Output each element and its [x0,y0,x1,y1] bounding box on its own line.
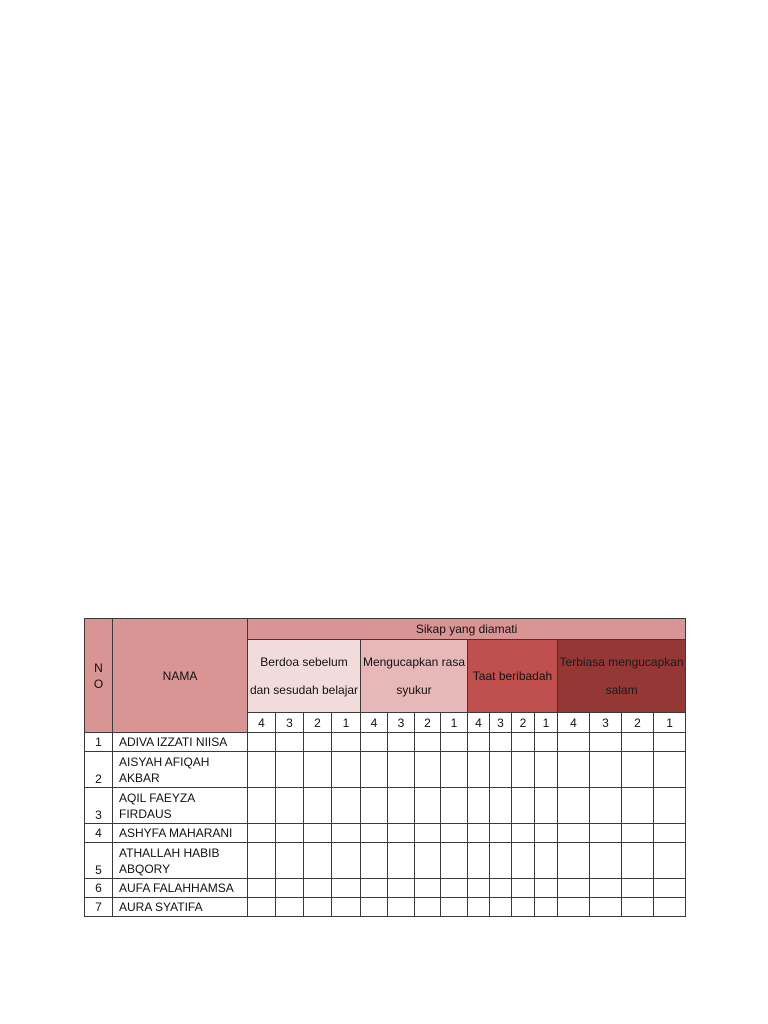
score-cell[interactable] [622,824,654,843]
student-name: AQIL FAEYZA FIRDAUS [113,788,248,824]
score-cell[interactable] [622,879,654,898]
table-row [85,898,686,917]
score-cell[interactable] [276,752,304,788]
score-cell[interactable] [490,843,512,879]
score-cell[interactable] [441,788,468,824]
score-header-cell: 4 [558,713,590,733]
score-header-cell: 1 [654,713,686,733]
score-cell[interactable] [415,752,441,788]
score-cell[interactable] [248,843,276,879]
aspect-berdoa: Berdoa sebelum dan sesudah belajar [248,640,361,713]
score-cell[interactable] [388,752,415,788]
score-cell[interactable] [622,733,654,752]
score-cell[interactable] [441,843,468,879]
score-cell[interactable] [388,824,415,843]
score-cell[interactable] [535,898,558,917]
score-cell[interactable] [490,824,512,843]
score-cell[interactable] [276,898,304,917]
student-rows [85,733,686,917]
row-number: 4 [85,824,113,843]
table-row [85,879,686,898]
score-header-cell: 3 [388,713,415,733]
score-cell[interactable] [512,824,535,843]
student-name: AUFA FALAHHAMSA [113,879,248,898]
score-header-cell: 2 [415,713,441,733]
score-cell[interactable] [468,788,490,824]
score-cell[interactable] [590,788,622,824]
score-cell[interactable] [490,788,512,824]
score-header-cell: 4 [361,713,388,733]
score-cell[interactable] [304,824,332,843]
score-header-cell: 1 [535,713,558,733]
score-cell[interactable] [361,898,388,917]
score-cell[interactable] [361,879,388,898]
score-cell[interactable] [388,733,415,752]
score-cell[interactable] [468,879,490,898]
score-cell[interactable] [590,879,622,898]
score-cell[interactable] [535,788,558,824]
score-cell[interactable] [276,788,304,824]
table-row [85,733,686,752]
score-cell[interactable] [622,788,654,824]
score-cell[interactable] [332,752,361,788]
score-cell[interactable] [361,843,388,879]
student-name: ATHALLAH HABIB ABQORY [113,843,248,879]
score-cell[interactable] [654,824,686,843]
score-cell[interactable] [415,788,441,824]
score-cell[interactable] [558,898,590,917]
score-header-cell: 4 [468,713,490,733]
score-cell[interactable] [276,733,304,752]
score-cell[interactable] [248,752,276,788]
score-cell[interactable] [512,879,535,898]
score-cell[interactable] [654,733,686,752]
student-name: AURA SYATIFA [113,898,248,917]
score-header-cell: 3 [590,713,622,733]
score-cell[interactable] [388,879,415,898]
score-cell[interactable] [276,879,304,898]
score-header-cell: 1 [441,713,468,733]
score-cell[interactable] [415,843,441,879]
score-cell[interactable] [468,733,490,752]
student-name: AISYAH AFIQAH AKBAR [113,752,248,788]
row-number: 2 [85,752,113,788]
score-cell[interactable] [388,898,415,917]
score-cell[interactable] [490,752,512,788]
observation-table [84,618,686,917]
score-cell[interactable] [332,733,361,752]
score-header-cell: 3 [276,713,304,733]
score-cell[interactable] [415,824,441,843]
score-cell[interactable] [332,824,361,843]
score-cell[interactable] [304,733,332,752]
score-header-cell: 3 [490,713,512,733]
score-cell[interactable] [558,752,590,788]
score-cell[interactable] [388,788,415,824]
score-cell[interactable] [441,752,468,788]
student-name: ADIVA IZZATI NIISA [113,733,248,752]
row-number: 7 [85,898,113,917]
score-cell[interactable] [512,788,535,824]
score-cell[interactable] [304,898,332,917]
score-cell[interactable] [441,898,468,917]
score-cell[interactable] [248,879,276,898]
table-row [85,752,686,788]
score-cell[interactable] [304,752,332,788]
student-name: ASHYFA MAHARANI [113,824,248,843]
aspect-salam: Terbiasa mengucapkan salam [558,640,686,713]
score-cell[interactable] [535,879,558,898]
score-cell[interactable] [622,843,654,879]
score-cell[interactable] [248,733,276,752]
score-cell[interactable] [558,788,590,824]
score-cell[interactable] [654,788,686,824]
score-cell[interactable] [304,788,332,824]
score-cell[interactable] [468,843,490,879]
score-header-cell: 2 [622,713,654,733]
score-cell[interactable] [388,843,415,879]
score-cell[interactable] [441,879,468,898]
score-cell[interactable] [276,824,304,843]
score-cell[interactable] [558,879,590,898]
score-header-cell: 4 [248,713,276,733]
score-cell[interactable] [535,843,558,879]
score-header-cell: 1 [332,713,361,733]
table-row [85,824,686,843]
score-cell[interactable] [590,752,622,788]
table-row [85,843,686,879]
header-sikap: Sikap yang diamati [248,619,686,640]
score-cell[interactable] [332,898,361,917]
score-cell[interactable] [590,824,622,843]
score-cell[interactable] [415,733,441,752]
score-cell[interactable] [361,824,388,843]
score-cell[interactable] [654,898,686,917]
score-cell[interactable] [654,843,686,879]
score-cell[interactable] [535,824,558,843]
score-cell[interactable] [654,752,686,788]
header-nama: NAMA [113,619,248,733]
aspect-ibadah: Taat beribadah [468,640,558,713]
score-cell[interactable] [276,843,304,879]
score-cell[interactable] [361,788,388,824]
score-cell[interactable] [490,879,512,898]
row-number: 3 [85,788,113,824]
score-cell[interactable] [622,752,654,788]
score-cell[interactable] [468,752,490,788]
score-cell[interactable] [535,752,558,788]
score-cell[interactable] [248,898,276,917]
score-cell[interactable] [622,898,654,917]
header-no: N O [85,619,113,733]
score-cell[interactable] [490,733,512,752]
score-cell[interactable] [512,843,535,879]
score-cell[interactable] [512,752,535,788]
score-cell[interactable] [654,879,686,898]
score-cell[interactable] [490,898,512,917]
score-cell[interactable] [558,733,590,752]
score-cell[interactable] [248,824,276,843]
score-cell[interactable] [332,879,361,898]
score-cell[interactable] [332,788,361,824]
score-cell[interactable] [441,824,468,843]
score-cell[interactable] [332,843,361,879]
score-cell[interactable] [415,879,441,898]
score-cell[interactable] [441,733,468,752]
score-header-cell: 2 [512,713,535,733]
row-number: 1 [85,733,113,752]
score-cell[interactable] [558,824,590,843]
score-cell[interactable] [468,898,490,917]
score-cell[interactable] [468,824,490,843]
row-number: 5 [85,843,113,879]
score-cell[interactable] [558,843,590,879]
score-cell[interactable] [248,788,276,824]
score-cell[interactable] [590,898,622,917]
score-cell[interactable] [304,879,332,898]
aspect-syukur: Mengucapkan rasa syukur [361,640,468,713]
score-cell[interactable] [590,843,622,879]
score-cell[interactable] [590,733,622,752]
score-cell[interactable] [512,898,535,917]
row-number: 6 [85,879,113,898]
score-cell[interactable] [535,733,558,752]
score-cell[interactable] [361,733,388,752]
table-row [85,788,686,824]
score-cell[interactable] [512,733,535,752]
score-cell[interactable] [304,843,332,879]
score-cell[interactable] [361,752,388,788]
score-header-cell: 2 [304,713,332,733]
score-cell[interactable] [415,898,441,917]
